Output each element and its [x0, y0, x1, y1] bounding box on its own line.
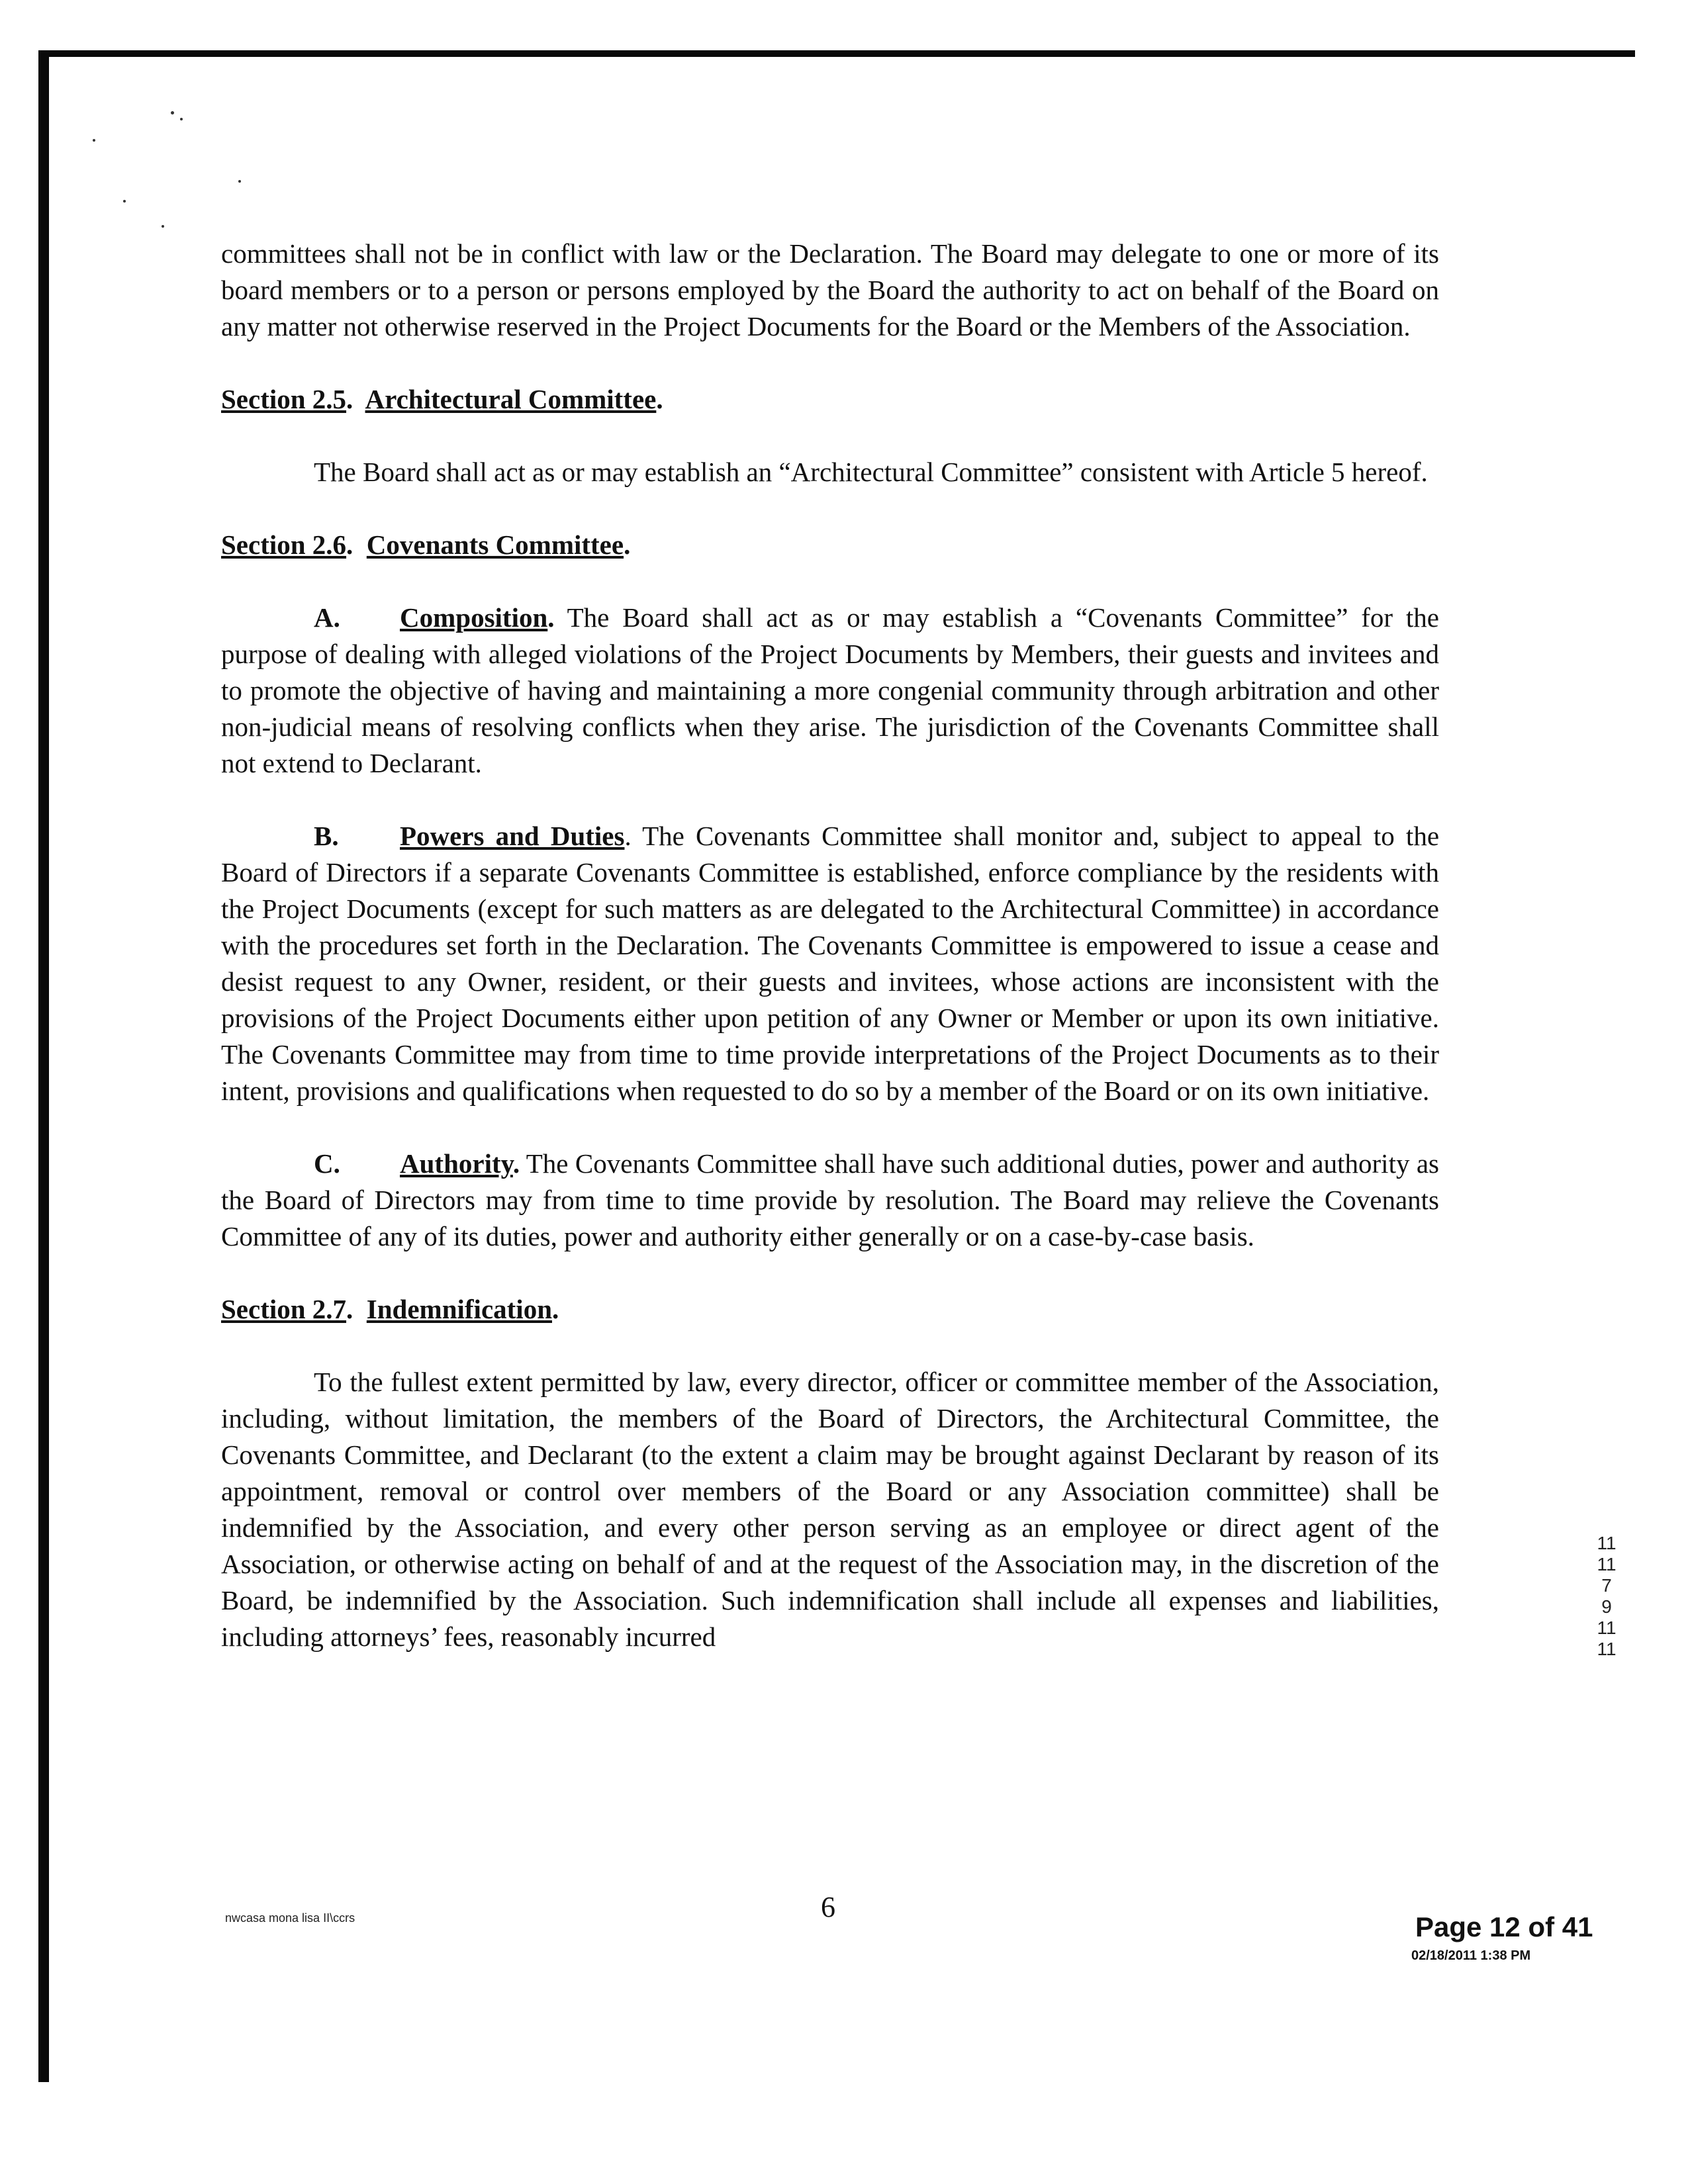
section-2-5-body: The Board shall act as or may establish an “Architectural Committee” consistent with Article 5 hereof.: [314, 457, 1428, 487]
subsection-a-title: Composition: [400, 602, 548, 633]
section-2-7-number: Section 2.7: [221, 1294, 347, 1324]
section-2-6-subsection-b: B. Powers and Duties. The Covenants Committee shall monitor and, subject to appeal to the Board of Directors if a separate Covenants Committee is established, enforce compliance by the residents with the Project Documents (except for such matters as are delegated to the Architectural Committee) in accordance with the procedures set forth in the Declaration. The Covenants Committee is empowered to issue a cease and desist request to any Owner, resident, or their guests and invitees, whose actions are inconsistent with the provisions of the Project Documents either upon petition of any Owner or Member or upon its own initiative. The Covenants Committee may from time to time provide interpretations of the Project Documents as to their intent, provisions and qualifications when requested to do so by a member of the Board or on its own initiative.: [221, 818, 1439, 1109]
section-2-5-number: Section 2.5: [221, 384, 347, 414]
scan-frame-top: [38, 50, 1635, 57]
scan-speck: [123, 200, 126, 203]
page-count-stamp: Page 12 of 41: [1415, 1911, 1593, 1942]
subsection-c-title: Authority: [400, 1148, 513, 1179]
subsection-b-letter: B.: [314, 821, 339, 851]
scan-speck: [180, 118, 183, 120]
margin-recording-mark: 1111791111: [1597, 1533, 1617, 1659]
section-2-6-title: Covenants Committee: [366, 529, 624, 560]
scan-speck: [171, 111, 174, 114]
subsection-c-body: The Covenants Committee shall have such additional duties, power and authority as the Board of Directors may from time to time provide by resolution. The Board may relieve the Covenants Committee of any of its duties, power and authority either generally or on a case-by-case basis.: [221, 1148, 1439, 1251]
document-body: [221, 236, 1439, 1655]
subsection-b-body: The Covenants Committee shall monitor and, subject to appeal to the Board of Directors if a separate Covenants Committee is established, enforce compliance by the residents with the Project Documents (except for such matters as are delegated to the Architectural Committee) in accordance with the procedures set forth in the Declaration. The Covenants Committee is empowered to issue a cease and desist request to any Owner, resident, or their guests and invitees, whose actions are inconsistent with the provisions of the Project Documents either upon petition of any Owner or Member or upon its own initiative. The Covenants Committee may from time to time provide interpretations of the Project Documents as to their intent, provisions and qualifications when requested to do so by a member of the Board or on its own initiative.: [221, 821, 1440, 1106]
section-2-7-title: Indemnification: [366, 1294, 552, 1324]
section-2-6-subsection-c: C. Authority. The Covenants Committee shall have such additional duties, power and authority as the Board of Directors may from time to time provide by resolution. The Board may relieve the Covenants Committee of any of its duties, power and authority either generally or on a case-by-case basis.: [221, 1146, 1439, 1255]
section-2-6-heading: Section 2.6. Covenants Committee.: [221, 529, 631, 560]
scan-frame-left: [38, 50, 49, 2082]
section-2-6-subsection-a: A. Composition. The Board shall act as or may establish a “Covenants Committee” for the purpose of dealing with alleged violations of the Project Documents by Members, their guests and invitees and to promote the objective of having and maintaining a more congenial community through arbitration and other non-judicial means of resolving conflicts when they arise. The jurisdiction of the Covenants Committee shall not extend to Declarant.: [221, 600, 1439, 782]
section-2-7-body: To the fullest extent permitted by law, every director, officer or committee member of the Association, including, without limitation, the members of the Board of Directors, the Architectural Committee, the Covenants Committee, and Declarant (to the extent a claim may be brought against Declarant by reason of its appointment, removal or control over members of the Board or any Association committee) shall be indemnified by the Association, and every other person serving as an employee or direct agent of the Association, or otherwise acting on behalf of and at the request of the Association may, in the discretion of the Board, be indemnified by the Association. Such indemnification shall include all expenses and liabilities, including attorneys’ fees, reasonably incurred: [221, 1367, 1439, 1652]
intro-paragraph: committees shall not be in conflict with law or the Declaration. The Board may delegate to one or more of its board members or to a person or persons employed by the Board the authority to act on behalf of the Board on any matter not otherwise reserved in the Project Documents for the Board or the Members of the Association.: [221, 238, 1439, 341]
footer-file-code: nwcasa mona lisa II\ccrs: [225, 1911, 355, 1925]
page-number: 6: [821, 1891, 835, 1923]
scan-speck: [162, 225, 164, 228]
section-2-6-number: Section 2.6: [221, 529, 347, 560]
date-stamp: 02/18/2011 1:38 PM: [1411, 1948, 1531, 1963]
section-2-5-heading: Section 2.5. Architectural Committee.: [221, 384, 663, 414]
section-2-5-title: Architectural Committee: [365, 384, 657, 414]
scan-speck: [238, 180, 241, 183]
subsection-c-letter: C.: [314, 1148, 340, 1179]
subsection-a-body: The Board shall act as or may establish a “Covenants Committee” for the purpose of dealing with alleged violations of the Project Documents by Members, their guests and invitees and to promote the objective of having and maintaining a more congenial community through arbitration and other non-judicial means of resolving conflicts when they arise. The jurisdiction of the Covenants Committee shall not extend to Declarant.: [221, 602, 1439, 778]
subsection-b-title: Powers and Duties: [400, 821, 625, 851]
subsection-a-letter: A.: [314, 602, 340, 633]
section-2-7-heading: Section 2.7. Indemnification.: [221, 1294, 559, 1324]
scan-speck: [93, 139, 95, 142]
